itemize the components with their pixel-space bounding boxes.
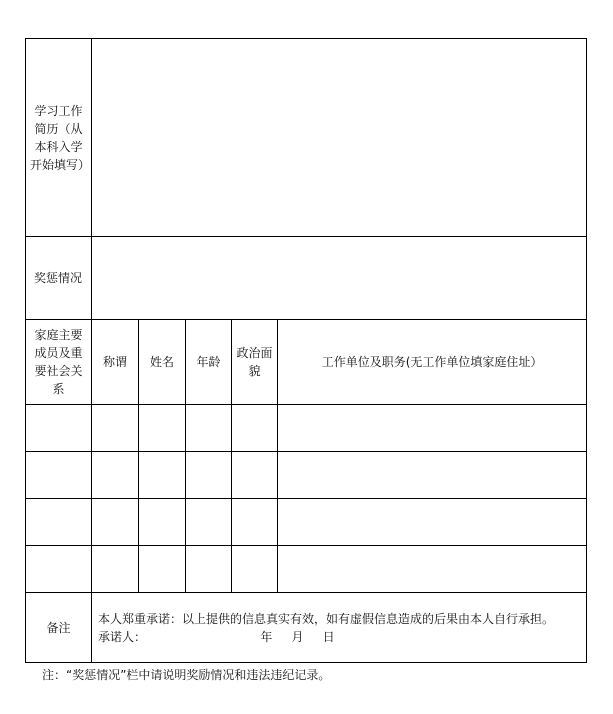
pledge-cell bbox=[92, 593, 587, 663]
family-member-row bbox=[26, 405, 587, 452]
rewards-punishments-label: 奖惩情况 bbox=[26, 237, 92, 320]
family-member-row-blank-cell bbox=[26, 452, 92, 499]
family-member-relation-cell[interactable] bbox=[92, 405, 139, 452]
pledge-text: 本人郑重承诺：以上提供的信息真实有效，如有虚假信息造成的后果由本人自行承担。 bbox=[98, 611, 555, 626]
family-member-relation-cell[interactable] bbox=[92, 546, 139, 593]
family-member-name-cell[interactable] bbox=[139, 499, 186, 546]
family-relations-label: 家庭主要成员及重要社会关系 bbox=[26, 320, 92, 405]
family-member-political-status-cell[interactable] bbox=[232, 499, 278, 546]
family-member-work-unit-cell[interactable] bbox=[278, 546, 587, 593]
family-column-work-unit: 工作单位及职务(无工作单位填家庭住址） bbox=[278, 320, 587, 405]
family-member-age-cell[interactable] bbox=[186, 499, 232, 546]
family-column-name: 姓名 bbox=[139, 320, 186, 405]
family-member-name-cell[interactable] bbox=[139, 452, 186, 499]
remarks-row bbox=[26, 593, 587, 663]
family-member-work-unit-cell[interactable] bbox=[278, 405, 587, 452]
family-member-row-blank-cell bbox=[26, 405, 92, 452]
family-member-name-cell[interactable] bbox=[139, 405, 186, 452]
family-member-relation-cell[interactable] bbox=[92, 452, 139, 499]
family-member-political-status-cell[interactable] bbox=[232, 405, 278, 452]
study-work-history-field[interactable] bbox=[92, 39, 587, 237]
family-member-work-unit-cell[interactable] bbox=[278, 452, 587, 499]
family-member-relation-cell[interactable] bbox=[92, 499, 139, 546]
family-member-row-blank-cell bbox=[26, 499, 92, 546]
family-column-relation: 称谓 bbox=[92, 320, 139, 405]
footnote: 注：“奖惩情况”栏中请说明奖励情况和违法违纪记录。 bbox=[42, 668, 331, 682]
signature-date-line: 承诺人： 年 月 日 bbox=[98, 629, 335, 644]
family-member-age-cell[interactable] bbox=[186, 452, 232, 499]
family-member-age-cell[interactable] bbox=[186, 405, 232, 452]
family-column-age: 年龄 bbox=[186, 320, 232, 405]
family-member-political-status-cell[interactable] bbox=[232, 452, 278, 499]
family-relations-header-row bbox=[26, 320, 587, 405]
application-form-table bbox=[25, 38, 587, 663]
rewards-punishments-field[interactable] bbox=[92, 237, 587, 320]
family-member-row bbox=[26, 499, 587, 546]
family-member-work-unit-cell[interactable] bbox=[278, 499, 587, 546]
study-work-history-row bbox=[26, 39, 587, 237]
family-member-age-cell[interactable] bbox=[186, 546, 232, 593]
family-member-row bbox=[26, 546, 587, 593]
remarks-label: 备注 bbox=[26, 593, 92, 663]
study-work-history-label: 学习工作简历（从本科入学开始填写） bbox=[26, 39, 92, 237]
family-member-political-status-cell[interactable] bbox=[232, 546, 278, 593]
rewards-punishments-row bbox=[26, 237, 587, 320]
family-member-row bbox=[26, 452, 587, 499]
family-member-row-blank-cell bbox=[26, 546, 92, 593]
family-member-name-cell[interactable] bbox=[139, 546, 186, 593]
family-column-political-status: 政治面貌 bbox=[232, 320, 278, 405]
